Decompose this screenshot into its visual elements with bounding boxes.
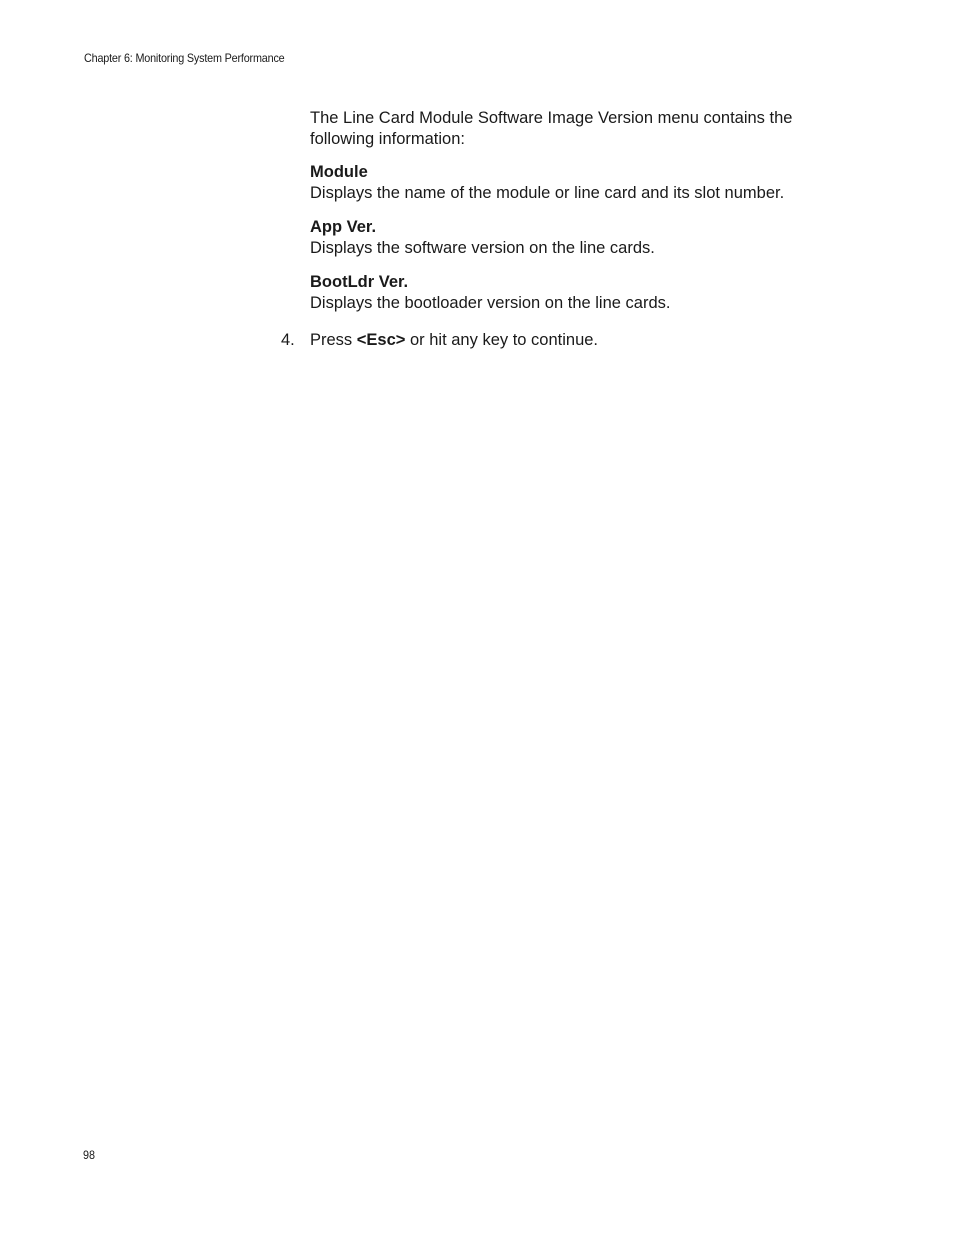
term-title: BootLdr Ver. xyxy=(310,273,409,291)
term-description: Displays the software version on the line cards. xyxy=(310,239,655,257)
body-text xyxy=(310,108,840,327)
page-number: 98 xyxy=(83,1148,96,1162)
running-header: Chapter 6: Monitoring System Performance xyxy=(84,51,285,65)
term-title: Module xyxy=(310,163,368,181)
esc-key-label: <Esc> xyxy=(356,331,406,349)
intro-line-2: following information: xyxy=(310,130,465,148)
term-bootldr-ver xyxy=(310,272,840,314)
intro-paragraph xyxy=(310,108,840,150)
term-description: Displays the name of the module or line card and its slot number. xyxy=(310,184,785,202)
step-suffix: or hit any key to continue. xyxy=(405,331,599,349)
term-module xyxy=(310,162,840,204)
step-4 xyxy=(281,330,598,351)
term-app-ver xyxy=(310,217,840,259)
term-description: Displays the bootloader version on the line cards. xyxy=(310,294,671,312)
step-prefix: Press xyxy=(310,331,357,349)
intro-line-1: The Line Card Module Software Image Version menu contains the xyxy=(310,109,793,127)
step-number: 4. xyxy=(281,331,295,349)
term-title: App Ver. xyxy=(310,218,377,236)
